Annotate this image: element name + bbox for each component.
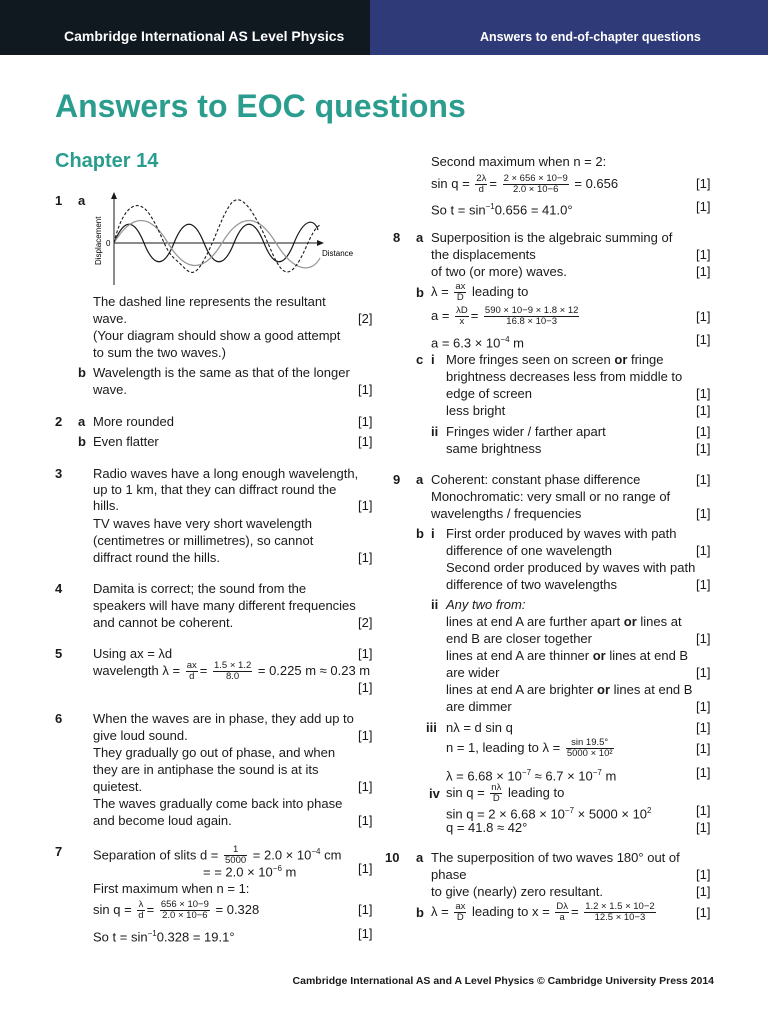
page-title: Answers to EOC questions [55, 88, 466, 124]
q6-number: 6 [55, 711, 63, 726]
q6-text-line: they are in antiphase the sound is at its [93, 762, 319, 777]
mark: [1] [696, 247, 711, 262]
q9-text-line: Second order produced by waves with path [446, 560, 696, 575]
mark: [1] [696, 699, 711, 714]
q1-text-line: The dashed line represents the resultant [93, 294, 326, 309]
eq-text: n = 1, leading to λ = [446, 739, 561, 755]
numerator: 590 × 10−9 × 1.8 × 12 [484, 305, 579, 316]
q9-equation [446, 764, 616, 784]
q8-text-line [446, 351, 664, 368]
q3-text-line: diffract round the hills. [93, 550, 220, 565]
q8-text-line: the displacements [431, 247, 536, 262]
chapter-heading: Chapter 14 [55, 150, 159, 172]
q8-sub-i: i [431, 352, 435, 367]
denominator: 5000 [225, 855, 247, 867]
numerator: nλ [491, 782, 502, 793]
mark: [1] [696, 309, 711, 324]
q3-text-line: TV waves have very short wavelength [93, 516, 312, 531]
q8-part-c: c [416, 352, 424, 367]
q1-text-line: Wavelength is the same as that of the longer [93, 365, 350, 380]
exponent: −4 [500, 335, 510, 344]
mark: [1] [696, 765, 711, 780]
q9-text-line: difference of two wavelengths [446, 577, 618, 592]
page-footer: Cambridge International AS and A Level Physics © Cambridge University Press 2014 [292, 975, 714, 987]
eq-text: ≈ 6.7 × 10 [531, 768, 593, 784]
numerator: 1 [224, 845, 247, 856]
numerator: sin 19.5° [566, 738, 614, 749]
q9-text-line: wavelengths / frequencies [431, 506, 582, 521]
eq-text: leading to [472, 283, 529, 299]
q2-part-b: b [78, 434, 86, 449]
figure-x-axis-label: Distance [322, 249, 354, 258]
mark: [1] [358, 779, 373, 794]
eq-text: = 0.225 m ≈ 0.23 m [257, 662, 371, 678]
eq-text: wavelength λ = [93, 662, 181, 678]
eq-text: m [601, 768, 617, 784]
q5-number: 5 [55, 646, 63, 661]
header-book-title: Cambridge International AS Level Physics [64, 28, 345, 44]
q1-part-b: b [78, 365, 86, 380]
eq-text: So t = sin [93, 929, 148, 945]
q1-part-a: a [78, 193, 86, 208]
eq-text: sin q = [431, 175, 470, 191]
mark: [2] [358, 311, 373, 326]
numerator: ax [186, 660, 197, 671]
q2-number: 2 [55, 414, 63, 429]
text-span: or [592, 648, 606, 663]
mark: [1] [696, 884, 711, 899]
exponent: −4 [311, 847, 321, 856]
superposition-wave-figure [92, 190, 354, 290]
mark: [1] [358, 434, 373, 449]
fraction [454, 902, 466, 923]
q9-text-line: are wider [446, 665, 500, 680]
q3-text-line: up to 1 km, that they can diffract round the [93, 482, 337, 497]
denominator: D [492, 793, 500, 804]
q1-text-line: wave. [93, 382, 127, 397]
q8-text-line: brightness decreases less from middle to [446, 369, 683, 384]
mark: [1] [696, 631, 711, 646]
q4-number: 4 [55, 581, 63, 596]
q7-equation: = = $2.0 \times 10^{-6}$ m [203, 864, 297, 880]
q10-part-a: a [416, 850, 424, 865]
q3-number: 3 [55, 466, 63, 481]
q6-text-line: The waves gradually come back into phase [93, 796, 343, 811]
denominator: 2.0 × 10−6 [162, 910, 208, 921]
q3-text-line: (centimetres or millimetres), so cannot [93, 533, 314, 548]
text-span: lines at end B [610, 682, 693, 697]
mark: [1] [358, 728, 373, 743]
q8-text-line: less bright [446, 403, 506, 418]
mark: [1] [696, 867, 711, 882]
q2-text-line: More rounded [93, 414, 174, 429]
text-span: lines at end A are thinner [446, 648, 593, 663]
eq-text: m [281, 864, 297, 880]
mark: [1] [696, 506, 711, 521]
q8-part-a: a [416, 230, 424, 245]
q9-text-line [446, 681, 692, 698]
denominator: 5000 × 10² [566, 748, 613, 759]
q8-text-line: edge of screen [446, 386, 533, 401]
q10-text-line: to give (nearly) zero resultant. [431, 884, 603, 899]
q8-text-line: same brightness [446, 441, 542, 456]
mark: [2] [358, 615, 373, 630]
q1-text-line: (Your diagram should show a good attempt [93, 328, 341, 343]
eq-text: = 2.0 × 10 [214, 864, 273, 880]
q2-part-a: a [78, 414, 86, 429]
q1-text-line: to sum the two waves.) [93, 345, 226, 360]
mark: [1] [696, 577, 711, 592]
mark: [1] [696, 403, 711, 418]
q8-part-b: b [416, 285, 424, 300]
eq-text: λ = [431, 903, 449, 919]
header-section-title: Answers to end-of-chapter questions [480, 30, 701, 44]
numerator: λ [138, 899, 144, 910]
denominator: d [478, 184, 484, 195]
q4-text-line: speakers will have many different frequencies [93, 598, 356, 613]
q10-text-line: phase [431, 867, 467, 882]
eq-text: a = [431, 307, 450, 323]
q10-text-line: The superposition of two waves 180° out of [431, 850, 680, 865]
q1-number: 1 [55, 193, 63, 208]
q7-text-line: First maximum when n = 1: [93, 881, 250, 896]
q8-text-line: Fringes wider / farther apart [446, 424, 606, 439]
mark: [1] [696, 905, 711, 920]
exponent: −1 [147, 929, 157, 938]
exponent: −6 [272, 864, 282, 873]
q10-part-b: b [416, 905, 424, 920]
eq-text: So t = sin [431, 202, 486, 218]
q9-sub-ii: ii [431, 597, 439, 612]
mark: [1] [696, 264, 711, 279]
exponent: −7 [564, 806, 575, 815]
fraction [137, 900, 144, 921]
mark: [1] [696, 332, 711, 347]
q9-equation [446, 738, 616, 759]
q3-text-line: hills. [93, 498, 120, 513]
fraction [213, 661, 252, 682]
mark: [1] [696, 386, 711, 401]
q9-equation [446, 783, 564, 804]
q6-text-line: quietest. [93, 779, 143, 794]
mark: [1] [696, 199, 711, 214]
fraction [503, 174, 569, 195]
q9-number: 9 [393, 472, 401, 487]
mark: [1] [358, 498, 373, 513]
header-left-bar [0, 0, 370, 55]
q2-text-line: Even flatter [93, 434, 159, 449]
q9-part-a: a [416, 472, 424, 487]
eq-text: m [509, 335, 524, 351]
text-span: lines at end A are further apart [446, 614, 624, 629]
q9-sub-iii: iii [426, 720, 437, 735]
q6-text-line: When the waves are in phase, they add up to [93, 711, 354, 726]
q8-text-line: Superposition is the algebraic summing of [431, 230, 673, 245]
denominator: d [189, 671, 195, 682]
q8-equation: a = $\frac{\lambda D}{x}$ = $\frac{590 \times 10-9 \times 1.8 \times 12}{16.8 \times 10-3}$ [431, 305, 579, 327]
eq-text: sin q = [446, 784, 485, 800]
mark: [1] [696, 741, 711, 756]
q3-text-line: Radio waves have a long enough wavelength, [93, 466, 359, 481]
q8-sub-ii: ii [431, 424, 439, 439]
q5-text-line: Using ax = λd [93, 646, 173, 661]
mark: [1] [358, 550, 373, 565]
q9-text-line: Coherent: constant phase difference [431, 472, 641, 487]
text-span: or [623, 614, 637, 629]
fraction [584, 902, 655, 923]
text-span: or [597, 682, 611, 697]
exponent: −1 [485, 202, 495, 211]
q9-text-line: Any two from: [446, 597, 526, 612]
mark: [1] [696, 820, 711, 835]
eq-text: 0.656 = 41.0° [494, 202, 573, 218]
mark: [1] [696, 803, 711, 818]
q9-text-line: difference of one wavelength [446, 543, 612, 558]
denominator: 8.0 [226, 671, 240, 682]
mark: [1] [696, 543, 711, 558]
q7-equation [93, 925, 235, 945]
q7-equation: sin q = $\frac{2\lambda}{d}$ = $\frac{2 \times 656 \times 10-9}{2.0 \times 10-6}$ = 0.656 [431, 173, 619, 195]
q10-equation: λ = $\frac{ax}{D}$ leading to x = $\frac{D\lambda}{a}$ = $\frac{1.2 \times 1.5 \times 10-2}{12.5 \times 10-3}$ [431, 901, 655, 923]
fraction [490, 783, 502, 804]
mark: [1] [696, 720, 711, 735]
text-span: lines at end A are brighter [446, 682, 598, 697]
exponent: 2 [647, 806, 652, 815]
mark: [1] [696, 472, 711, 487]
mark: [1] [696, 424, 711, 439]
mark: [1] [358, 813, 373, 828]
mark: [1] [696, 441, 711, 456]
fraction [186, 661, 198, 682]
q6-text-line: They gradually go out of phase, and when [93, 745, 336, 760]
figure-zero-label: 0 [106, 239, 111, 248]
eq-text: leading to x = [472, 903, 550, 919]
denominator: x [459, 316, 465, 327]
q9-text-line: First order produced by waves with path [446, 526, 677, 541]
denominator: a [559, 912, 565, 923]
q9-text-line [446, 613, 682, 630]
fraction [455, 306, 469, 327]
fraction [454, 282, 466, 303]
numerator: ax [455, 901, 466, 912]
eq-text: = 2.0 × 10 [252, 847, 312, 863]
mark: [1] [358, 680, 373, 695]
fraction [475, 174, 487, 195]
text-span: or [614, 352, 628, 367]
exponent: −7 [521, 768, 532, 777]
mark: [1] [358, 414, 373, 429]
q9-text-line: q = 41.8 ≈ 42° [446, 820, 528, 835]
text-span: lines at [636, 614, 682, 629]
fraction [566, 738, 614, 759]
eq-text: × 5000 × 10 [574, 806, 648, 822]
numerator: 2λ [476, 173, 487, 184]
q9-sub-i: i [431, 526, 435, 541]
q9-text-line [446, 647, 688, 664]
q4-text-line: and cannot be coherent. [93, 615, 234, 630]
eq-text: cm [320, 847, 342, 863]
q7-equation: sin q = $\frac{\lambda}{d}$ = $\frac{656 \times 10-9}{2.0 \times 10-6}$ = 0.328 [93, 899, 260, 921]
numerator: ax [455, 281, 466, 292]
numerator: λD [456, 305, 468, 316]
numerator: 1.2 × 1.5 × 10−2 [585, 901, 655, 912]
q6-text-line: give loud sound. [93, 728, 188, 743]
mark: [1] [358, 902, 373, 917]
q6-text-line: and become loud again. [93, 813, 232, 828]
q8-equation [431, 331, 524, 351]
numerator: 656 × 10−9 [160, 899, 209, 910]
q7-text-line: Second maximum when n = 2: [431, 154, 607, 169]
text-span: lines at end B [605, 648, 689, 663]
eq-text: leading to [507, 784, 565, 800]
q9-text-line: end B are closer together [446, 631, 592, 646]
q8-number: 8 [393, 230, 401, 245]
denominator: D [456, 912, 464, 923]
eq-text: λ = 6.68 × 10 [446, 768, 522, 784]
q8-equation [431, 282, 528, 303]
denominator: 12.5 × 10−3 [594, 912, 646, 923]
fraction [160, 900, 210, 921]
numerator: Dλ [556, 901, 568, 912]
mark: [1] [358, 382, 373, 397]
eq-text: = 0.656 [574, 175, 619, 191]
mark: [1] [358, 926, 373, 941]
eq-text: λ = [431, 283, 449, 299]
mark: [1] [696, 665, 711, 680]
q7-equation [431, 198, 573, 218]
eq-text: a = 6.3 × 10 [431, 335, 501, 351]
q9-part-b: b [416, 526, 424, 541]
q1-text-line: wave. [93, 311, 127, 326]
numerator: 2 × 656 × 10−9 [503, 173, 568, 184]
mark: [1] [358, 646, 373, 661]
q7-number: 7 [55, 844, 63, 859]
denominator: D [456, 292, 464, 303]
eq-text: sin q = 2 × 6.68 × 10 [446, 806, 565, 822]
eq-text: Separation of slits d = [93, 847, 219, 863]
q5-equation: wavelength λ = $\frac{ax}{d}$ = $\frac{1.5 \times 1.2}{8.0}$ = 0.225 m ≈ 0.23 m [93, 660, 371, 682]
q9-text-line: nλ = d sin q [446, 720, 513, 735]
eq-text: = 0.328 [215, 901, 260, 917]
q8-text-line: of two (or more) waves. [431, 264, 567, 279]
numerator: 1.5 × 1.2 [213, 660, 252, 671]
fraction [555, 902, 569, 923]
header-right-bar [370, 0, 768, 55]
figure-y-axis-label: Displacement [94, 216, 103, 265]
denominator: 2.0 × 10−6 [512, 184, 559, 195]
q4-text-line: Damita is correct; the sound from the [93, 581, 307, 596]
text-span: More fringes seen on screen [446, 352, 615, 367]
mark: [1] [358, 861, 373, 876]
eq-text: 0.328 = 19.1° [156, 929, 235, 945]
q9-text-line: are dimmer [446, 699, 512, 714]
q10-number: 10 [385, 850, 400, 865]
eq-text: sin q = [93, 901, 132, 917]
exponent: −7 [592, 768, 602, 777]
q9-text-line: Monochromatic: very small or no range of [431, 489, 671, 504]
mark: [1] [696, 176, 711, 191]
fraction [484, 306, 580, 327]
denominator: 16.8 × 10−3 [506, 316, 558, 327]
denominator: d [138, 910, 144, 921]
text-span: fringe [627, 352, 664, 367]
q9-sub-iv: iv [429, 786, 440, 801]
